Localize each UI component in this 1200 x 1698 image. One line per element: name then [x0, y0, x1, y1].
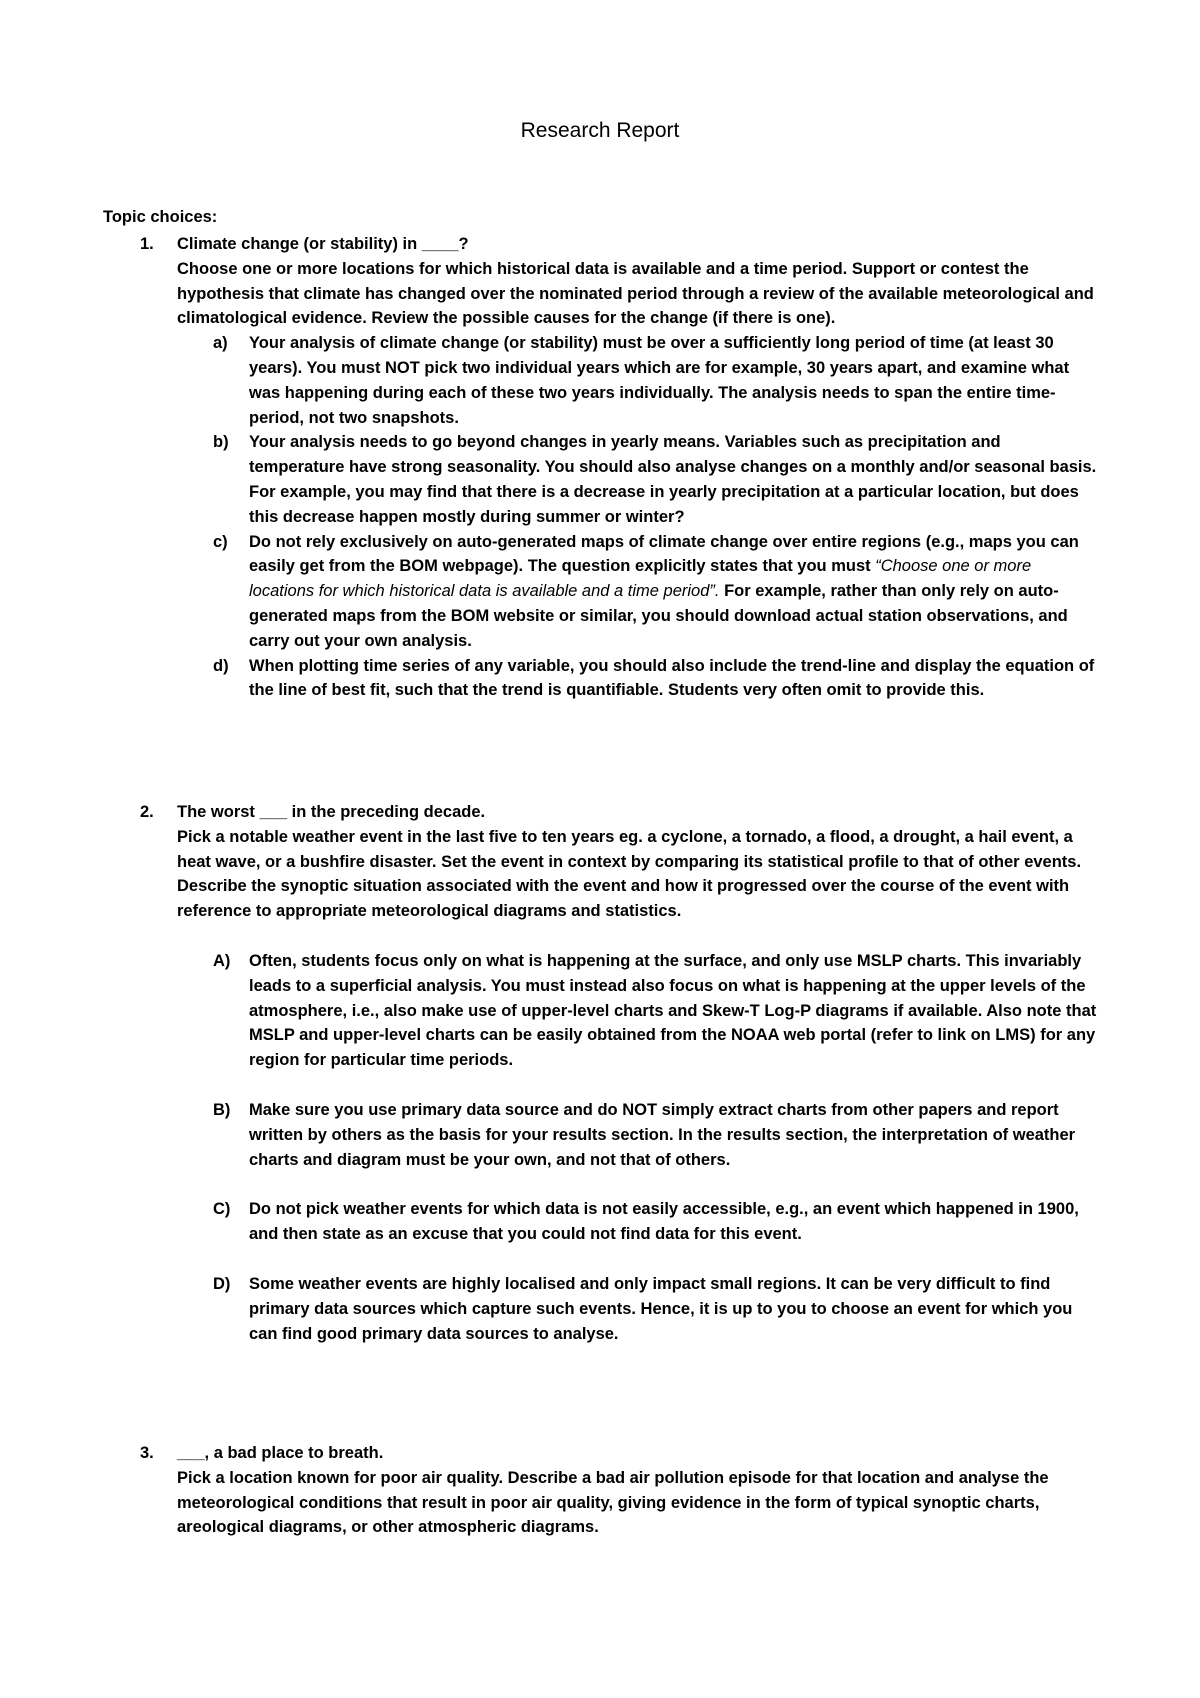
item-label: B) [213, 1100, 231, 1119]
item-label: D) [213, 1274, 231, 1293]
item-text: Your analysis needs to go beyond changes in yearly means. Variables such as precipitation and temperature have strong seasonality. You should also analyse changes on a monthly and/or seasonal basis. For example, you may find that there is a decrease in yearly precipitation at a particular location, but does this decrease happen mostly during summer or winter? [249, 433, 1097, 526]
topic-1-item-b [213, 430, 1100, 529]
topic-2-item-d [213, 1272, 1100, 1346]
item-text: Make sure you use primary data source and do NOT simply extract charts from other papers and report written by others as the basis for your results section. In the results section, the interpretation of weather charts and diagram must be your own, and not that of others. [249, 1100, 1076, 1169]
item-text: When plotting time series of any variable, you should also include the trend-line and display the equation of the line of best fit, such that the trend is quantifiable. Students very often omit to provide this. [249, 656, 1095, 700]
topic-3 [140, 1441, 1100, 1540]
topic-description: Pick a notable weather event in the last five to ten years eg. a cyclone, a tornado, a flood, a drought, a hail event, a heat wave, or a bushfire disaster. Set the event in context by comparing its statistical profile to that of other events. Describe the synoptic situation associated with the event and how it progressed over the course of the event with reference to appropriate meteorological diagrams and statistics. [177, 827, 1082, 921]
topic-title: ___, a bad place to breath. [177, 1444, 384, 1462]
topic-description: Pick a location known for poor air quality. Describe a bad air pollution episode for that location and analyse the meteorological conditions that result in poor air quality, giving evidence in the form of typical synoptic charts, areological diagrams, or other atmospheric diagrams. [177, 1468, 1049, 1537]
topic-2-item-a [213, 949, 1100, 1073]
topic-number: 1. [140, 235, 154, 253]
item-text: Do not pick weather events for which data is not easily accessible, e.g., an event which happened in 1900, and then state as an excuse that you could not find data for this event. [249, 1200, 1079, 1244]
item-label: c) [213, 532, 228, 551]
topic-2 [140, 800, 1100, 1346]
item-text: Some weather events are highly localised and only impact small regions. It can be very difficult to find primary data sources which capture such events. Hence, it is up to you to choose an event for which you can find good primary data sources to analyse. [249, 1274, 1073, 1343]
item-text: Do not rely exclusively on auto-generated maps of climate change over entire regions (e.g., maps you can easily get from the BOM webpage). The question explicitly states that you must [249, 532, 1079, 576]
item-text: Often, students focus only on what is happening at the surface, and only use MSLP charts. This invariably leads to a superficial analysis. You must instead also focus on what is happening at the upper levels of the atmosphere, i.e., also make use of upper-level charts and Skew-T Log-P diagrams if available. Also note that MSLP and upper-level charts can be easily obtained from the NOAA web portal (refer to link on LMS) for any region for particular time periods. [249, 951, 1097, 1070]
item-label: b) [213, 433, 229, 452]
topic-title: Climate change (or stability) in ____? [177, 235, 469, 253]
item-label: d) [213, 656, 229, 675]
topic-1-item-c [213, 530, 1100, 654]
topic-number: 3. [140, 1444, 154, 1462]
topic-1 [140, 232, 1100, 703]
topic-title: The worst ___ in the preceding decade. [177, 803, 486, 821]
item-label: A) [213, 951, 231, 970]
topic-2-item-c [213, 1197, 1100, 1247]
item-text: Your analysis of climate change (or stability) must be over a sufficiently long period of time (at least 30 years). You must NOT pick two individual years which are for example, 30 years apart, and examine what was happening during each of these two years individually. The analysis needs to span the entire time-period, not two snapshots. [249, 334, 1070, 427]
topic-1-item-a [213, 331, 1100, 430]
document-title: Research Report [520, 119, 680, 142]
item-label: a) [213, 334, 228, 353]
topic-1-item-d [213, 654, 1100, 704]
topic-choices-heading: Topic choices: [103, 208, 218, 226]
item-text-continued: For example, rather than only rely on auto-generated maps from the BOM website or similar, you should download actual station observations, and carry out your own analysis. [249, 582, 1068, 650]
item-label: C) [213, 1200, 231, 1219]
topic-number: 2. [140, 803, 154, 821]
topic-description: Choose one or more locations for which historical data is available and a time period. Support or contest the hypothesis that climate has changed over the nominated period through a review of the available meteorological and climatological evidence. Review the possible causes for the change (if there is one). [177, 259, 1094, 328]
item-italic-quote: “Choose one or more locations for which historical data is available and a time period”. [249, 557, 1032, 601]
topic-2-item-b [213, 1098, 1100, 1172]
